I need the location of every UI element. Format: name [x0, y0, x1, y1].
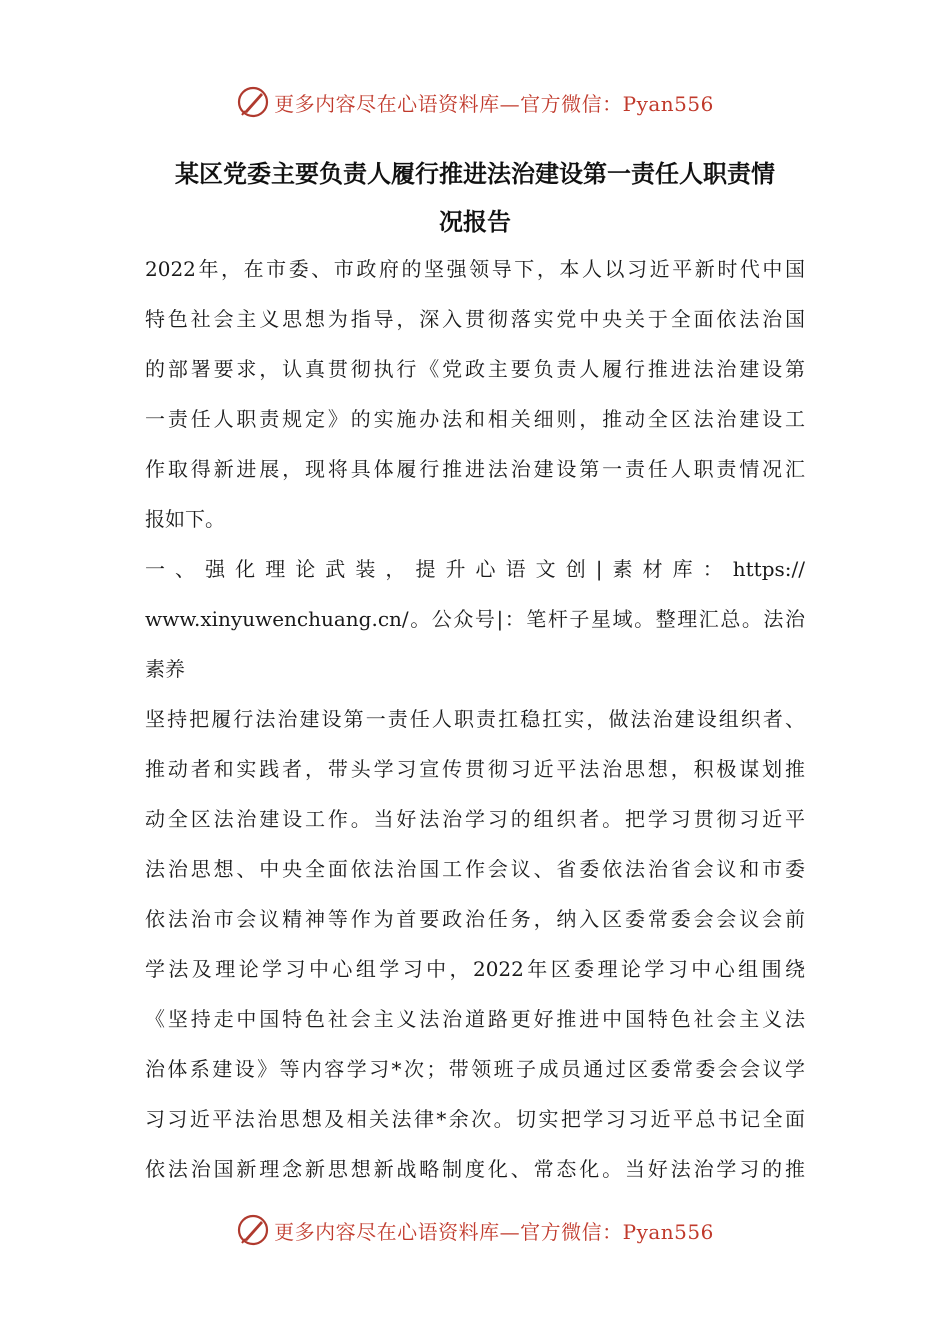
section-heading-line: 一、强化理论武装，提升心语文创|素材库：https://: [145, 557, 805, 581]
body-line: 特色社会主义思想为指导，深入贯彻落实党中央关于全面依法治国: [145, 307, 805, 331]
banner-text: 更多内容尽在心语资料库—官方微信：Pyan556: [274, 91, 714, 116]
footer-banner: [0, 1210, 950, 1250]
body-line: 动全区法治建设工作。当好法治学习的组织者。把学习贯彻习近平: [145, 807, 805, 831]
body-line: 推动者和实践者，带头学习宣传贯彻习近平法治思想，积极谋划推: [145, 757, 805, 781]
banner-text: 更多内容尽在心语资料库—官方微信：Pyan556: [274, 1219, 714, 1244]
body-line: 的部署要求，认真贯彻执行《党政主要负责人履行推进法治建设第: [145, 357, 805, 381]
body-line: 学法及理论学习中心组学习中，2022年区委理论学习中心组围绕: [145, 957, 805, 981]
section-heading-line: 素养: [145, 657, 185, 681]
body-line: 一责任人职责规定》的实施办法和相关细则，推动全区法治建设工: [145, 407, 805, 431]
quill-pen-logo-icon: [236, 85, 270, 119]
document-title-line-1: 某区党委主要负责人履行推进法治建设第一责任人职责情: [175, 159, 775, 188]
body-line: 依法治国新理念新思想新战略制度化、常态化。当好法治学习的推: [145, 1157, 805, 1181]
header-banner: [0, 82, 950, 122]
body-line: 《坚持走中国特色社会主义法治道路更好推进中国特色社会主义法: [145, 1007, 805, 1031]
body-line: 报如下。: [145, 507, 225, 531]
body-line: 坚持把履行法治建设第一责任人职责扛稳扛实，做法治建设组织者、: [145, 707, 805, 731]
section-heading-line: www.xinyuwenchuang.cn/。公众号|：笔杆子星域。整理汇总。法治: [145, 607, 805, 631]
body-line: 作取得新进展，现将具体履行推进法治建设第一责任人职责情况汇: [145, 457, 805, 481]
body-line: 法治思想、中央全面依法治国工作会议、省委依法治省会议和市委: [145, 857, 805, 881]
quill-pen-logo-icon: [236, 1213, 270, 1247]
body-line: 2022年，在市委、市政府的坚强领导下，本人以习近平新时代中国: [145, 257, 805, 281]
body-line: 依法治市会议精神等作为首要政治任务，纳入区委常委会会议会前: [145, 907, 805, 931]
body-line: 治体系建设》等内容学习*次；带领班子成员通过区委常委会会议学: [145, 1057, 805, 1081]
body-line: 习习近平法治思想及相关法律*余次。切实把学习习近平总书记全面: [145, 1107, 805, 1131]
document-title-line-2: 况报告: [439, 207, 511, 236]
